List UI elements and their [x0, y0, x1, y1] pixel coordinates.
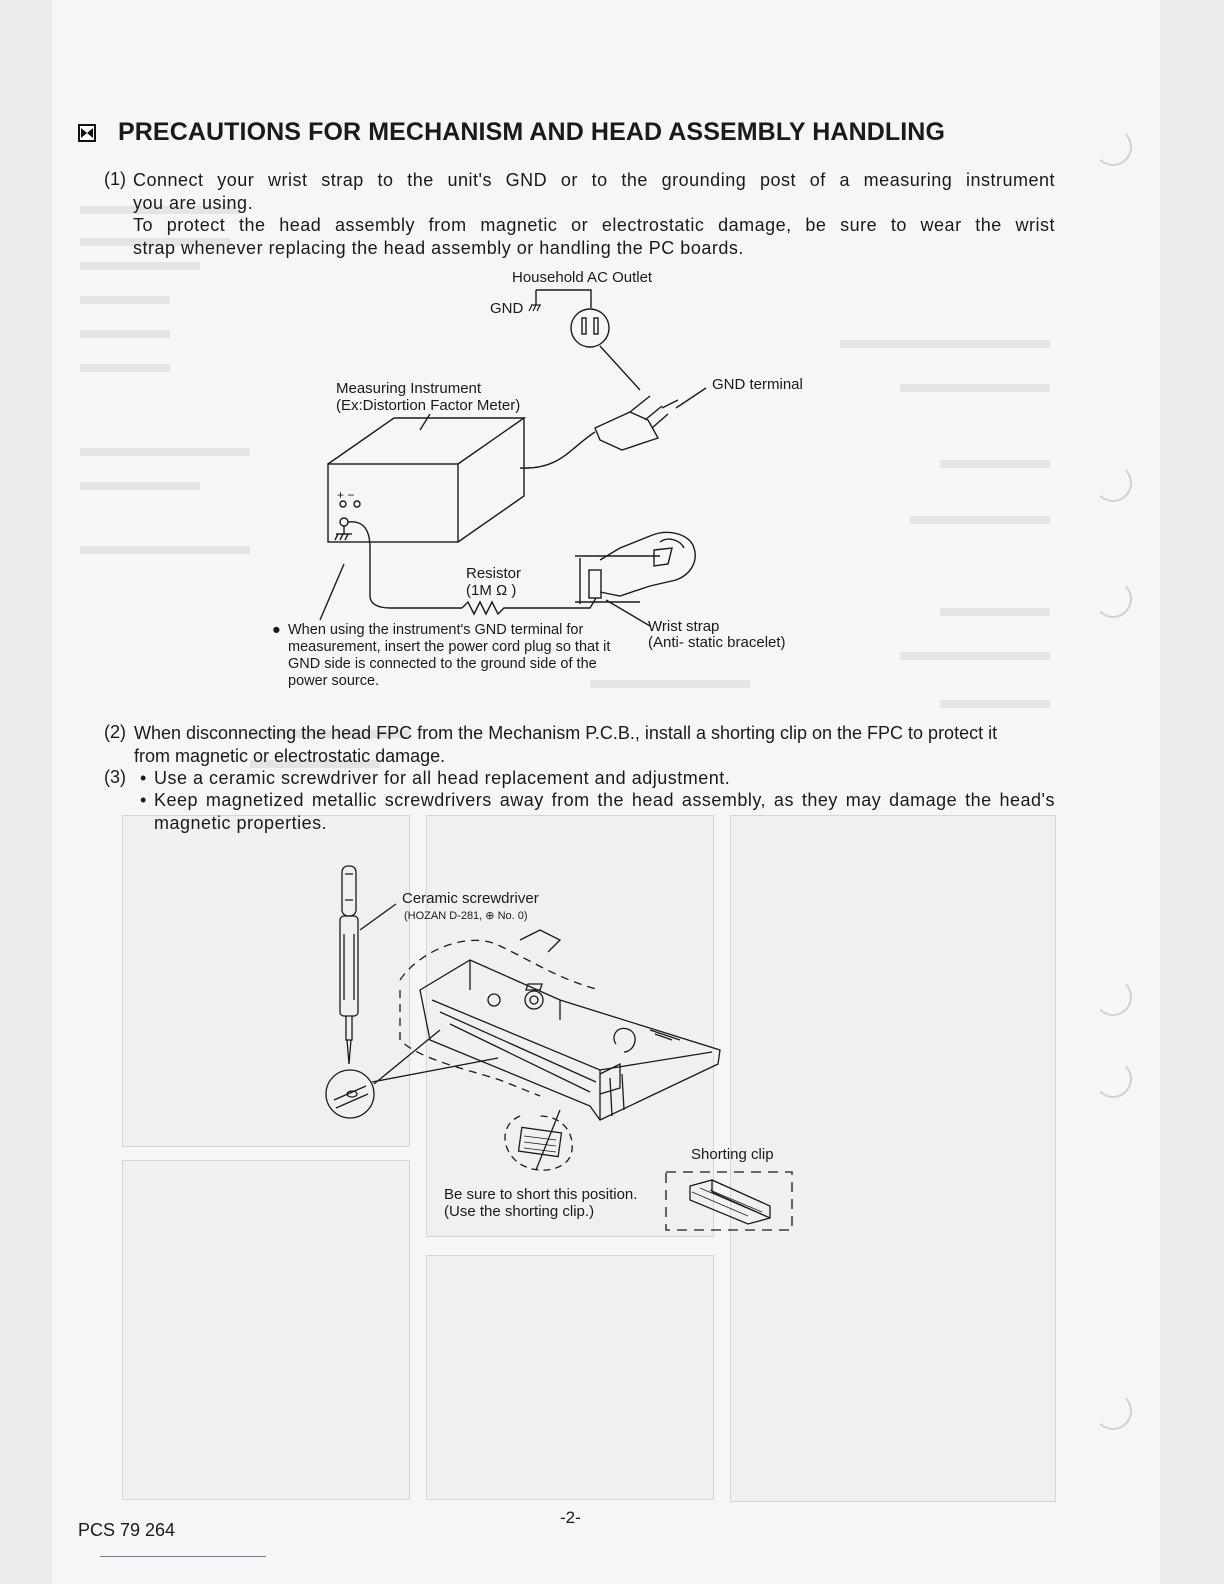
item-number-1: (1) — [104, 169, 126, 189]
item-number-3: (3) — [104, 767, 126, 787]
document-code: PCS 79 264 — [78, 1520, 176, 1540]
outlet-label: Household AC Outlet — [512, 269, 653, 286]
shorting-clip-label: Shorting clip — [691, 1146, 774, 1163]
resistor-label: Resistor — [466, 565, 522, 582]
footer-rule — [100, 1556, 266, 1557]
item-1-line: To protect the head assembly from magnetic or electrostatic damage, be sure to wear the wrist — [133, 215, 1055, 235]
item-1-line: you are using. — [133, 192, 254, 213]
ceramic-screwdriver-icon — [340, 866, 358, 1064]
instrument-label: Measuring Instrument — [336, 380, 482, 397]
grounding-note: When using the instrument's GND terminal for measurement, insert the power cord plug so that it GND side is connected to the ground side of the power source. — [288, 622, 611, 689]
gnd-terminal-label: GND terminal — [712, 376, 803, 393]
item-3-bullet-1: Use a ceramic screwdriver for all head replacement and adjustment. — [154, 768, 731, 788]
item-1-line: Connect your wrist strap to the unit's GND or to the grounding post of a measuring instrument — [133, 170, 1055, 190]
screwdriver-sublabel: (HOZAN D-281, ⊕ No. 0) — [404, 910, 528, 922]
wrist-strap-sublabel: (Anti- static bracelet) — [648, 634, 786, 651]
shorting-clip-icon — [690, 1180, 770, 1224]
item-number-2: (2) — [104, 722, 126, 742]
item-1-line: strap whenever replacing the head assembly or handling the PC boards. — [133, 237, 744, 258]
gnd-label: GND — [490, 300, 524, 317]
note-bullet-icon: ● — [272, 622, 281, 638]
instrument-sublabel: (Ex:Distortion Factor Meter) — [336, 397, 521, 414]
short-position-subnote: (Use the shorting clip.) — [444, 1203, 595, 1220]
screwdriver-label: Ceramic screwdriver — [402, 890, 539, 907]
bullet-icon: • — [140, 790, 147, 810]
section-heading: PRECAUTIONS FOR MECHANISM AND HEAD ASSEMBLY HANDLING — [118, 118, 946, 146]
cassette-mechanism-icon — [420, 930, 720, 1120]
page-number: -2- — [560, 1508, 581, 1527]
terminal-polarity-marks: + − — [337, 488, 355, 502]
bullet-icon: • — [140, 768, 147, 788]
item-2-line: from magnetic or electrostatic damage. — [134, 745, 446, 766]
resistor-value: (1M Ω ) — [466, 582, 517, 599]
item-3-bullet-2: Keep magnetized metallic screwdrivers away from the head assembly, as they may damage the head's magnetic properties. — [154, 790, 1055, 833]
item-2-line: When disconnecting the head FPC from the Mechanism P.C.B., install a shorting clip on the FPC to protect it — [134, 723, 998, 743]
wrist-strap-label: Wrist strap — [648, 618, 720, 635]
short-position-note: Be sure to short this position. — [444, 1186, 638, 1203]
